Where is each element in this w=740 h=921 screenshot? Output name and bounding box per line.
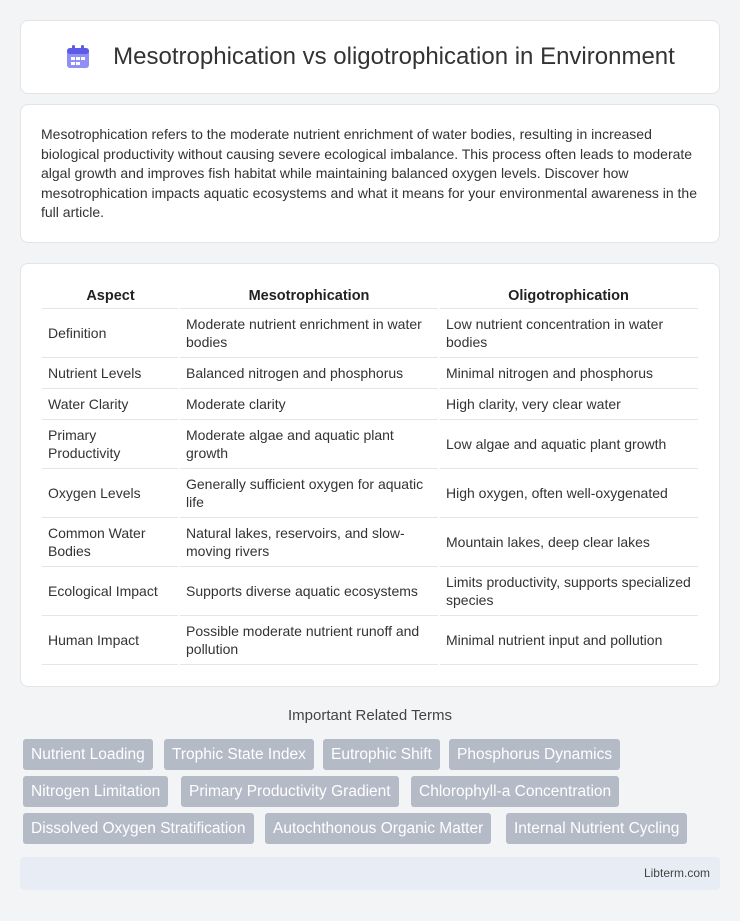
oligotrophication-cell: Low nutrient concentration in water bodies xyxy=(439,308,698,357)
footer-link[interactable]: Libterm.com xyxy=(643,866,710,880)
tag-internal-nutrient-cycling[interactable]: Internal Nutrient Cycling xyxy=(506,813,687,844)
tag-chlorophyll-a-concentration[interactable]: Chlorophyll-a Concentration xyxy=(411,776,619,807)
oligotrophication-cell: Limits productivity, supports specialized species xyxy=(439,566,698,615)
tag-primary-productivity-gradient[interactable]: Primary Productivity Gradient xyxy=(181,776,399,807)
table-row xyxy=(42,357,698,388)
column-header: Mesotrophication xyxy=(179,284,439,308)
row-aspect-cell: Ecological Impact xyxy=(42,566,179,615)
intro-text: Mesotrophication refers to the moderate nutrient enrichment of water bodies, resulting in increased biological productivity without causing severe ecological imbalance. This process often leads to moderate algal growth and improves fish habitat while maintaining balanced oxygen levels. Discover how mesotrophication impacts aquatic ecosystems and what it means for your environmental awareness in the full article. xyxy=(41,126,697,221)
tag-trophic-state-index[interactable]: Trophic State Index xyxy=(164,739,314,770)
table-row xyxy=(42,517,698,566)
oligotrophication-cell: Low algae and aquatic plant growth xyxy=(439,419,698,468)
row-aspect-cell: Water Clarity xyxy=(42,388,179,419)
table-row xyxy=(42,615,698,664)
comparison-card xyxy=(20,263,720,687)
mesotrophication-cell: Generally sufficient oxygen for aquatic life xyxy=(179,468,439,517)
row-aspect-cell: Common Water Bodies xyxy=(42,517,179,566)
calendar-icon xyxy=(65,44,91,70)
table-row xyxy=(42,308,698,357)
tag-autochthonous-organic-matter[interactable]: Autochthonous Organic Matter xyxy=(265,813,491,844)
mesotrophication-cell: Balanced nitrogen and phosphorus xyxy=(179,357,439,388)
tag-phosphorus-dynamics[interactable]: Phosphorus Dynamics xyxy=(449,739,620,770)
tag-eutrophic-shift[interactable]: Eutrophic Shift xyxy=(323,739,440,770)
row-aspect-cell: Oxygen Levels xyxy=(42,468,179,517)
mesotrophication-cell: Possible moderate nutrient runoff and pollution xyxy=(179,615,439,664)
table-row xyxy=(42,468,698,517)
page-title: Mesotrophication vs oligotrophication in Environment xyxy=(113,43,675,70)
oligotrophication-cell: Mountain lakes, deep clear lakes xyxy=(439,517,698,566)
mesotrophication-cell: Moderate nutrient enrichment in water bodies xyxy=(179,308,439,357)
footer xyxy=(20,857,720,890)
row-aspect-cell: Human Impact xyxy=(42,615,179,664)
table-header-row xyxy=(42,284,698,308)
mesotrophication-cell: Supports diverse aquatic ecosystems xyxy=(179,566,439,615)
table-row xyxy=(42,566,698,615)
table-row xyxy=(42,388,698,419)
oligotrophication-cell: High oxygen, often well-oxygenated xyxy=(439,468,698,517)
mesotrophication-cell: Natural lakes, reservoirs, and slow-moving rivers xyxy=(179,517,439,566)
mesotrophication-cell: Moderate clarity xyxy=(179,388,439,419)
row-aspect-cell: Primary Productivity xyxy=(42,419,179,468)
tag-nutrient-loading[interactable]: Nutrient Loading xyxy=(23,739,153,770)
tag-dissolved-oxygen-stratification[interactable]: Dissolved Oxygen Stratification xyxy=(23,813,254,844)
mesotrophication-cell: Moderate algae and aquatic plant growth xyxy=(179,419,439,468)
comparison-table xyxy=(42,284,698,665)
oligotrophication-cell: Minimal nitrogen and phosphorus xyxy=(439,357,698,388)
tag-nitrogen-limitation[interactable]: Nitrogen Limitation xyxy=(23,776,168,807)
row-aspect-cell: Definition xyxy=(42,308,179,357)
title-card xyxy=(20,20,720,94)
related-terms-title: Important Related Terms xyxy=(288,707,452,724)
table-row xyxy=(42,419,698,468)
oligotrophication-cell: High clarity, very clear water xyxy=(439,388,698,419)
oligotrophication-cell: Minimal nutrient input and pollution xyxy=(439,615,698,664)
column-header: Aspect xyxy=(42,284,179,308)
row-aspect-cell: Nutrient Levels xyxy=(42,357,179,388)
intro-card xyxy=(20,104,720,243)
column-header: Oligotrophication xyxy=(439,284,698,308)
